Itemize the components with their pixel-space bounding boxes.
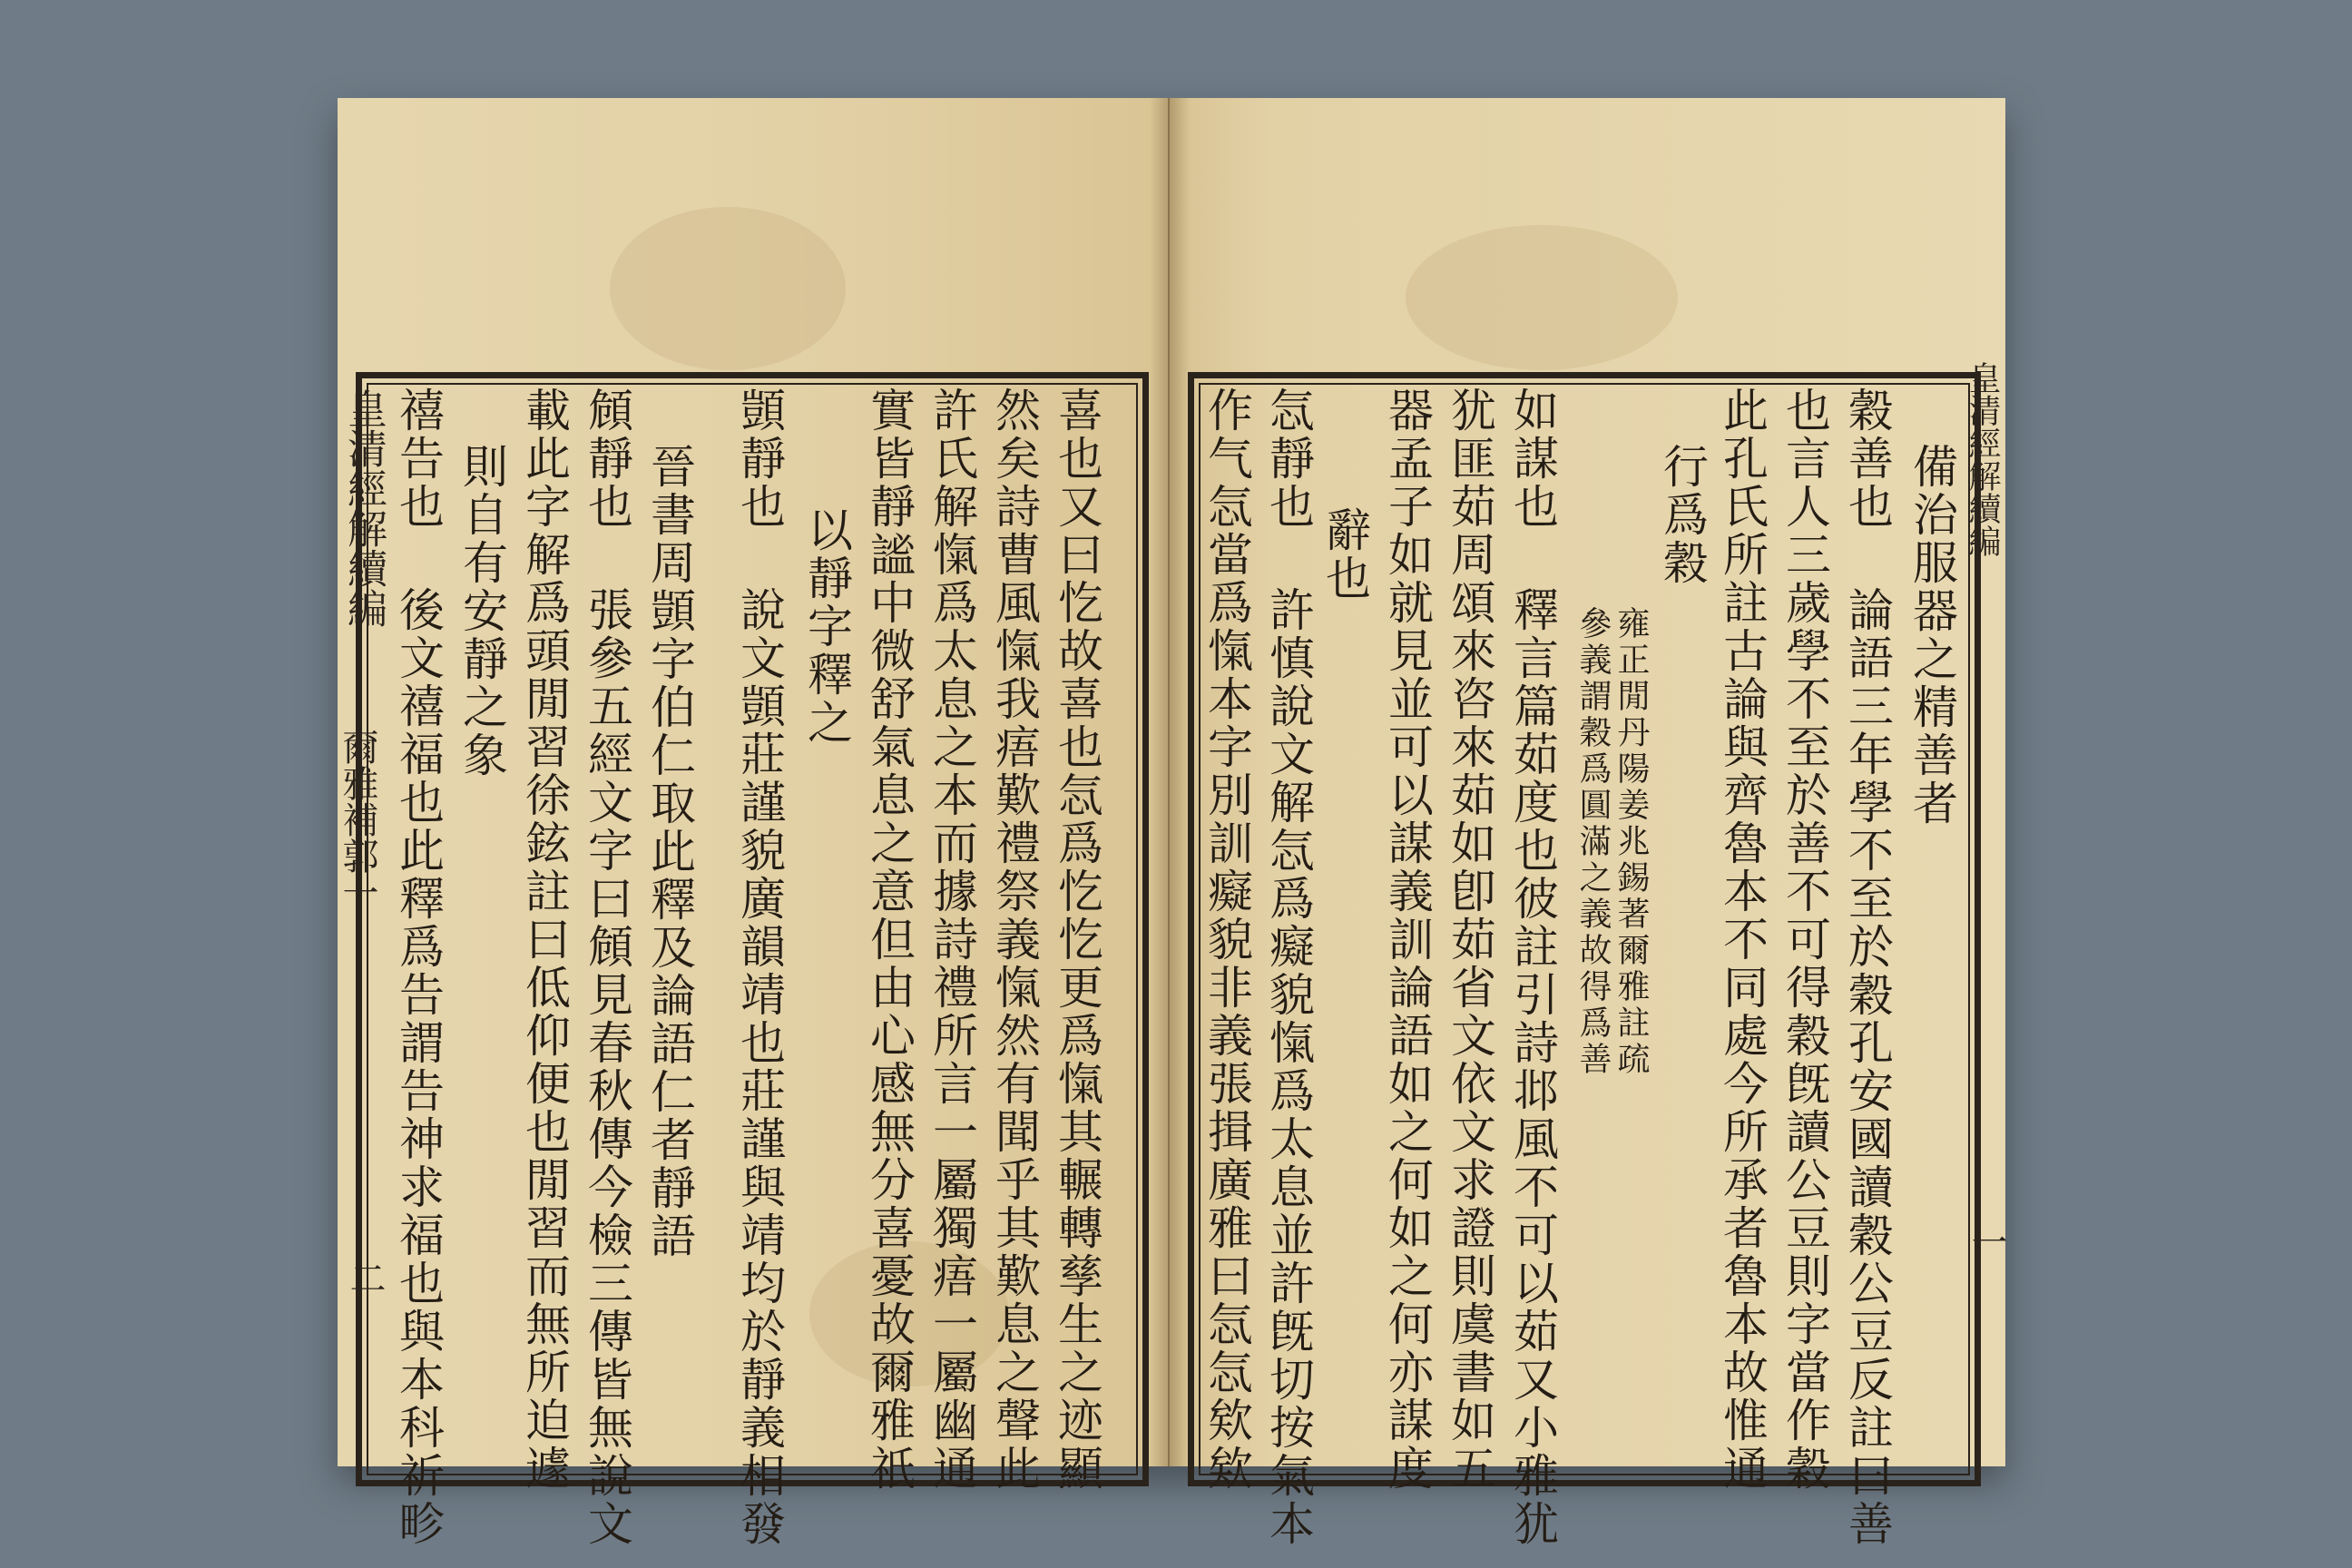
right-column-8: 此孔氏所註古論與齊魯本不同處今所承者魯本故惟通 bbox=[1716, 387, 1769, 1493]
left-column-5: 晉書周顗字伯仁取此釋及論語仁者靜語 bbox=[643, 443, 696, 1260]
right-column-5: 犹匪茹周頌來咨來茹如卽茹省文依文求證則虞書如五 bbox=[1444, 387, 1496, 1493]
right-column-10: 穀善也 論語三年學不至於穀孔安國讀穀公豆反註曰善 bbox=[1841, 387, 1894, 1548]
right-page bbox=[1170, 98, 2007, 1548]
right-column-6: 如謀也 釋言篇茹度也彼註引詩邶風不可以茹又小雅犹 bbox=[1506, 387, 1559, 1548]
left-column-6: 顗靜也 說文顗莊謹貌廣韻靖也莊謹與靖均於靜義相發 bbox=[733, 387, 786, 1548]
right-column-11: 備治服器之精善者 bbox=[1906, 443, 1958, 828]
left-column-8: 實皆靜謐中微舒氣息之意但由心感無分喜憂故爾雅祇 bbox=[863, 387, 916, 1493]
right-note-column-1: 參義謂穀爲圓滿之義故得爲善 bbox=[1574, 606, 1612, 1078]
left-column-2: 則自有安靜之象 bbox=[456, 443, 508, 779]
right-column-7: 行爲穀 bbox=[1656, 443, 1709, 587]
right-column-4: 器孟子如就見並可以謀義訓論語如之何如之何亦謀度 bbox=[1381, 387, 1434, 1493]
open-book bbox=[337, 98, 2007, 1548]
left-page bbox=[337, 98, 1170, 1548]
left-margin-subtitle: 爾雅補郭一 bbox=[337, 729, 378, 910]
left-page-number: 二 bbox=[344, 1259, 386, 1296]
left-column-4: 頠靜也 張參五經文字曰頠見春秋傳今檢三傳皆無說文 bbox=[581, 387, 633, 1548]
right-column-1: 作气忥當爲愾本字別訓癡貌非義張揖廣雅曰忥忥欸欸 bbox=[1200, 387, 1253, 1493]
right-note-column-2: 雍正閒丹陽姜兆錫著爾雅註疏 bbox=[1612, 606, 1650, 1078]
right-margin-title: 皇清經解續編 bbox=[1964, 361, 2001, 557]
right-column-3: 辭也 bbox=[1318, 506, 1371, 603]
left-column-7: 以靜字釋之 bbox=[800, 506, 853, 747]
left-column-3: 載此字解爲頭閒習徐鉉註曰低仰便也閒習而無所迫遽 bbox=[518, 387, 571, 1493]
right-column-2: 忥靜也 許慎說文解忥爲癡貌愾爲太息並許旣切按氣本 bbox=[1262, 387, 1315, 1548]
left-column-9: 許氏解愾爲太息之本而據詩禮所言一屬獨痦一屬幽通 bbox=[926, 387, 978, 1493]
right-page-number: 一 bbox=[1965, 1223, 2007, 1259]
left-column-10: 然矣詩曹風愾我痦歎禮祭義愾然有聞乎其歎息之聲此 bbox=[988, 387, 1041, 1493]
right-column-9: 也言人三歲學不至於善不可得穀旣讀公豆則字當作穀 bbox=[1779, 387, 1831, 1493]
left-margin-title: 皇清經解續編 bbox=[340, 388, 387, 628]
left-column-11: 喜也又曰忔故喜也忥爲忔忔更爲愾其輾轉孳生之迹顯 bbox=[1051, 387, 1103, 1493]
left-column-1: 禧告也 後文禧福也此釋爲告謂告神求福也與本科祈畛 bbox=[392, 387, 445, 1548]
